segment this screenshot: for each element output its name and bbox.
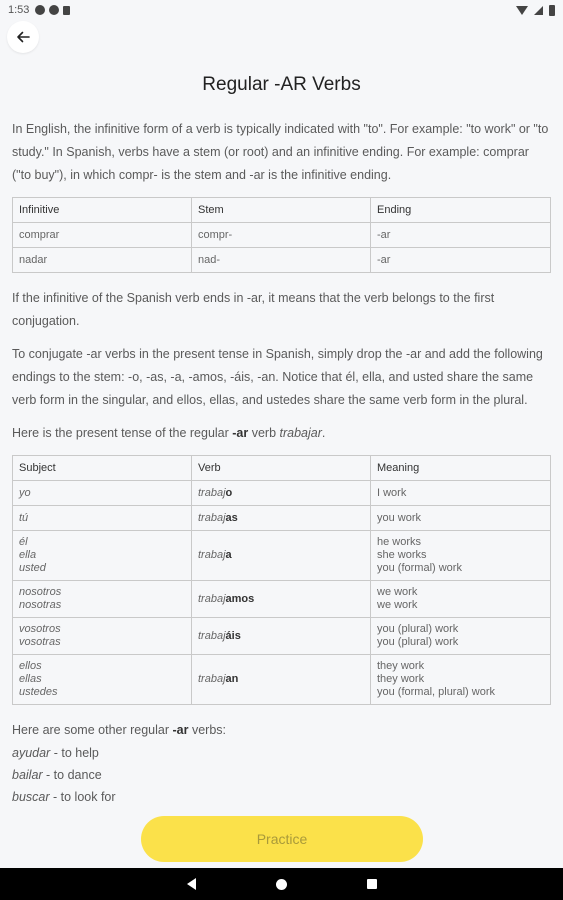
bold-ending: -ar: [232, 426, 249, 440]
lesson-content[interactable]: [12, 118, 551, 808]
bold-ending: -ar: [172, 723, 189, 737]
nav-back-icon[interactable]: [187, 878, 196, 890]
subject-cell: [13, 655, 192, 705]
meaning-text: they work: [377, 673, 425, 685]
table-row: [13, 655, 551, 705]
verb-name: trabajar: [279, 426, 322, 440]
meaning-cell: [371, 531, 551, 581]
verb-ending: an: [225, 673, 239, 685]
table-cell: comprar: [13, 223, 192, 248]
subject-pronoun: ellas: [19, 673, 42, 685]
conjugation-rule-paragraph: To conjugate -ar verbs in the present tense in Spanish, simply drop the -ar and add the following endings to the stem: -o, -as, -a, -amos, -áis, -an. Notice that él, ella, and usted share the same verb form in the singular, and ellos, ellas, and ustedes share the same verb form in the plural.: [12, 347, 543, 407]
subject-pronoun: usted: [19, 562, 46, 574]
verb-stem: trabaj: [198, 511, 226, 524]
subject-pronoun: ellos: [19, 660, 42, 672]
meaning-cell: [371, 655, 551, 705]
table-cell: nad-: [192, 248, 371, 273]
meaning-text: you (plural) work: [377, 636, 459, 648]
other-verbs-paragraph: [12, 719, 551, 742]
verb-ending: amos: [225, 592, 255, 605]
wifi-icon: [516, 6, 528, 15]
stem-table: [12, 197, 551, 273]
table-row: [13, 581, 551, 618]
table-header-row: [13, 456, 551, 481]
battery-icon: [549, 5, 555, 16]
table-header: Stem: [192, 198, 371, 223]
table-header: Subject: [13, 456, 192, 481]
subject-cell: [13, 531, 192, 581]
meaning-text: he works: [377, 536, 422, 548]
subject-pronoun: él: [19, 536, 28, 548]
sd-card-icon: [63, 6, 70, 15]
text-fragment: verb: [248, 426, 280, 440]
meaning-text: you (formal) work: [377, 562, 462, 574]
notification-a-icon: [35, 5, 45, 15]
meaning-text: we work: [377, 586, 418, 598]
table-header: Ending: [371, 198, 551, 223]
practice-button[interactable]: Practice: [141, 816, 423, 862]
table-row: [13, 481, 551, 506]
meaning-text: you (plural) work: [377, 623, 459, 635]
verb-stem: trabaj: [198, 673, 226, 685]
subject-pronoun: tú: [19, 511, 29, 524]
meaning-cell: [371, 506, 551, 531]
meaning-text: you (formal, plural) work: [377, 686, 495, 698]
meaning-text: they work: [377, 660, 425, 672]
example-verb: bailar: [12, 768, 43, 782]
verb-stem: trabaj: [198, 486, 226, 499]
verb-ending: áis: [225, 629, 241, 642]
verb-stem: trabaj: [198, 629, 226, 642]
text-fragment: .: [321, 426, 326, 440]
table-cell: -ar: [371, 223, 551, 248]
example-verb: ayudar: [12, 746, 51, 760]
table-cell: -ar: [371, 248, 551, 273]
subject-pronoun: vosotras: [19, 636, 61, 648]
verb-stem: trabaj: [198, 592, 226, 605]
status-bar: [0, 0, 563, 20]
verb-ending: a: [225, 549, 232, 561]
trabajar-intro-paragraph: [12, 422, 551, 445]
text-fragment: verbs:: [188, 723, 226, 737]
subject-cell: [13, 481, 192, 506]
table-header-row: [13, 198, 551, 223]
meaning-text: she works: [377, 549, 427, 561]
verb-ending: o: [225, 486, 233, 499]
subject-cell: [13, 618, 192, 655]
meaning-cell: [371, 618, 551, 655]
nav-recents-icon[interactable]: [367, 879, 377, 889]
first-conjugation-paragraph: If the infinitive of the Spanish verb ends in -ar, it means that the verb belongs to the first conjugation.: [12, 291, 495, 328]
notification-p-icon: [49, 5, 59, 15]
verb-ending: as: [225, 511, 238, 524]
verb-cell: [192, 655, 371, 705]
page-title: Regular -AR Verbs: [202, 74, 361, 95]
meaning-text: you work: [377, 511, 422, 524]
example-meaning: - to help: [50, 746, 99, 760]
table-cell: compr-: [192, 223, 371, 248]
example-meaning: - to look for: [49, 790, 116, 804]
table-row: [13, 506, 551, 531]
table-row: [13, 618, 551, 655]
list-item: [12, 742, 551, 764]
list-item: [12, 786, 551, 808]
verb-cell: [192, 581, 371, 618]
example-meaning: - to dance: [42, 768, 102, 782]
text-fragment: Here is the present tense of the regular: [12, 426, 233, 440]
table-row: [13, 531, 551, 581]
table-header: Verb: [192, 456, 371, 481]
nav-home-icon[interactable]: [276, 879, 287, 890]
subject-cell: [13, 581, 192, 618]
arrow-left-icon: [16, 30, 30, 44]
text-fragment: Here are some other regular: [12, 723, 173, 737]
subject-pronoun: vosotros: [19, 623, 61, 635]
subject-pronoun: nosotros: [19, 586, 62, 598]
signal-icon: [534, 6, 543, 15]
meaning-cell: [371, 481, 551, 506]
meaning-cell: [371, 581, 551, 618]
intro-paragraph: In English, the infinitive form of a verb is typically indicated with "to". For example: "to work" or "to study." In Spanish, verbs have a stem (or root) and an infinitive ending. For example: comprar ("to buy"), in which compr- is the stem and -ar is the infinitive ending.: [12, 122, 549, 182]
table-header: Meaning: [371, 456, 551, 481]
table-row: [13, 248, 551, 273]
table-cell: nadar: [13, 248, 192, 273]
meaning-text: we work: [377, 599, 418, 611]
example-verb: buscar: [12, 790, 50, 804]
conjugation-table: [12, 455, 551, 705]
subject-pronoun: nosotras: [19, 599, 62, 611]
verb-cell: [192, 618, 371, 655]
verb-cell: [192, 506, 371, 531]
subject-pronoun: ella: [19, 549, 37, 561]
example-verb-list: [12, 742, 551, 808]
verb-cell: [192, 531, 371, 581]
subject-cell: [13, 506, 192, 531]
table-row: [13, 223, 551, 248]
subject-pronoun: ustedes: [19, 686, 58, 698]
subject-pronoun: yo: [19, 486, 31, 499]
verb-cell: [192, 481, 371, 506]
table-header: Infinitive: [13, 198, 192, 223]
list-item: [12, 764, 551, 786]
back-button[interactable]: [7, 21, 39, 53]
meaning-text: I work: [377, 486, 407, 499]
status-time: 1:53: [8, 4, 30, 16]
verb-stem: trabaj: [198, 549, 226, 561]
system-nav-bar: [0, 868, 563, 900]
